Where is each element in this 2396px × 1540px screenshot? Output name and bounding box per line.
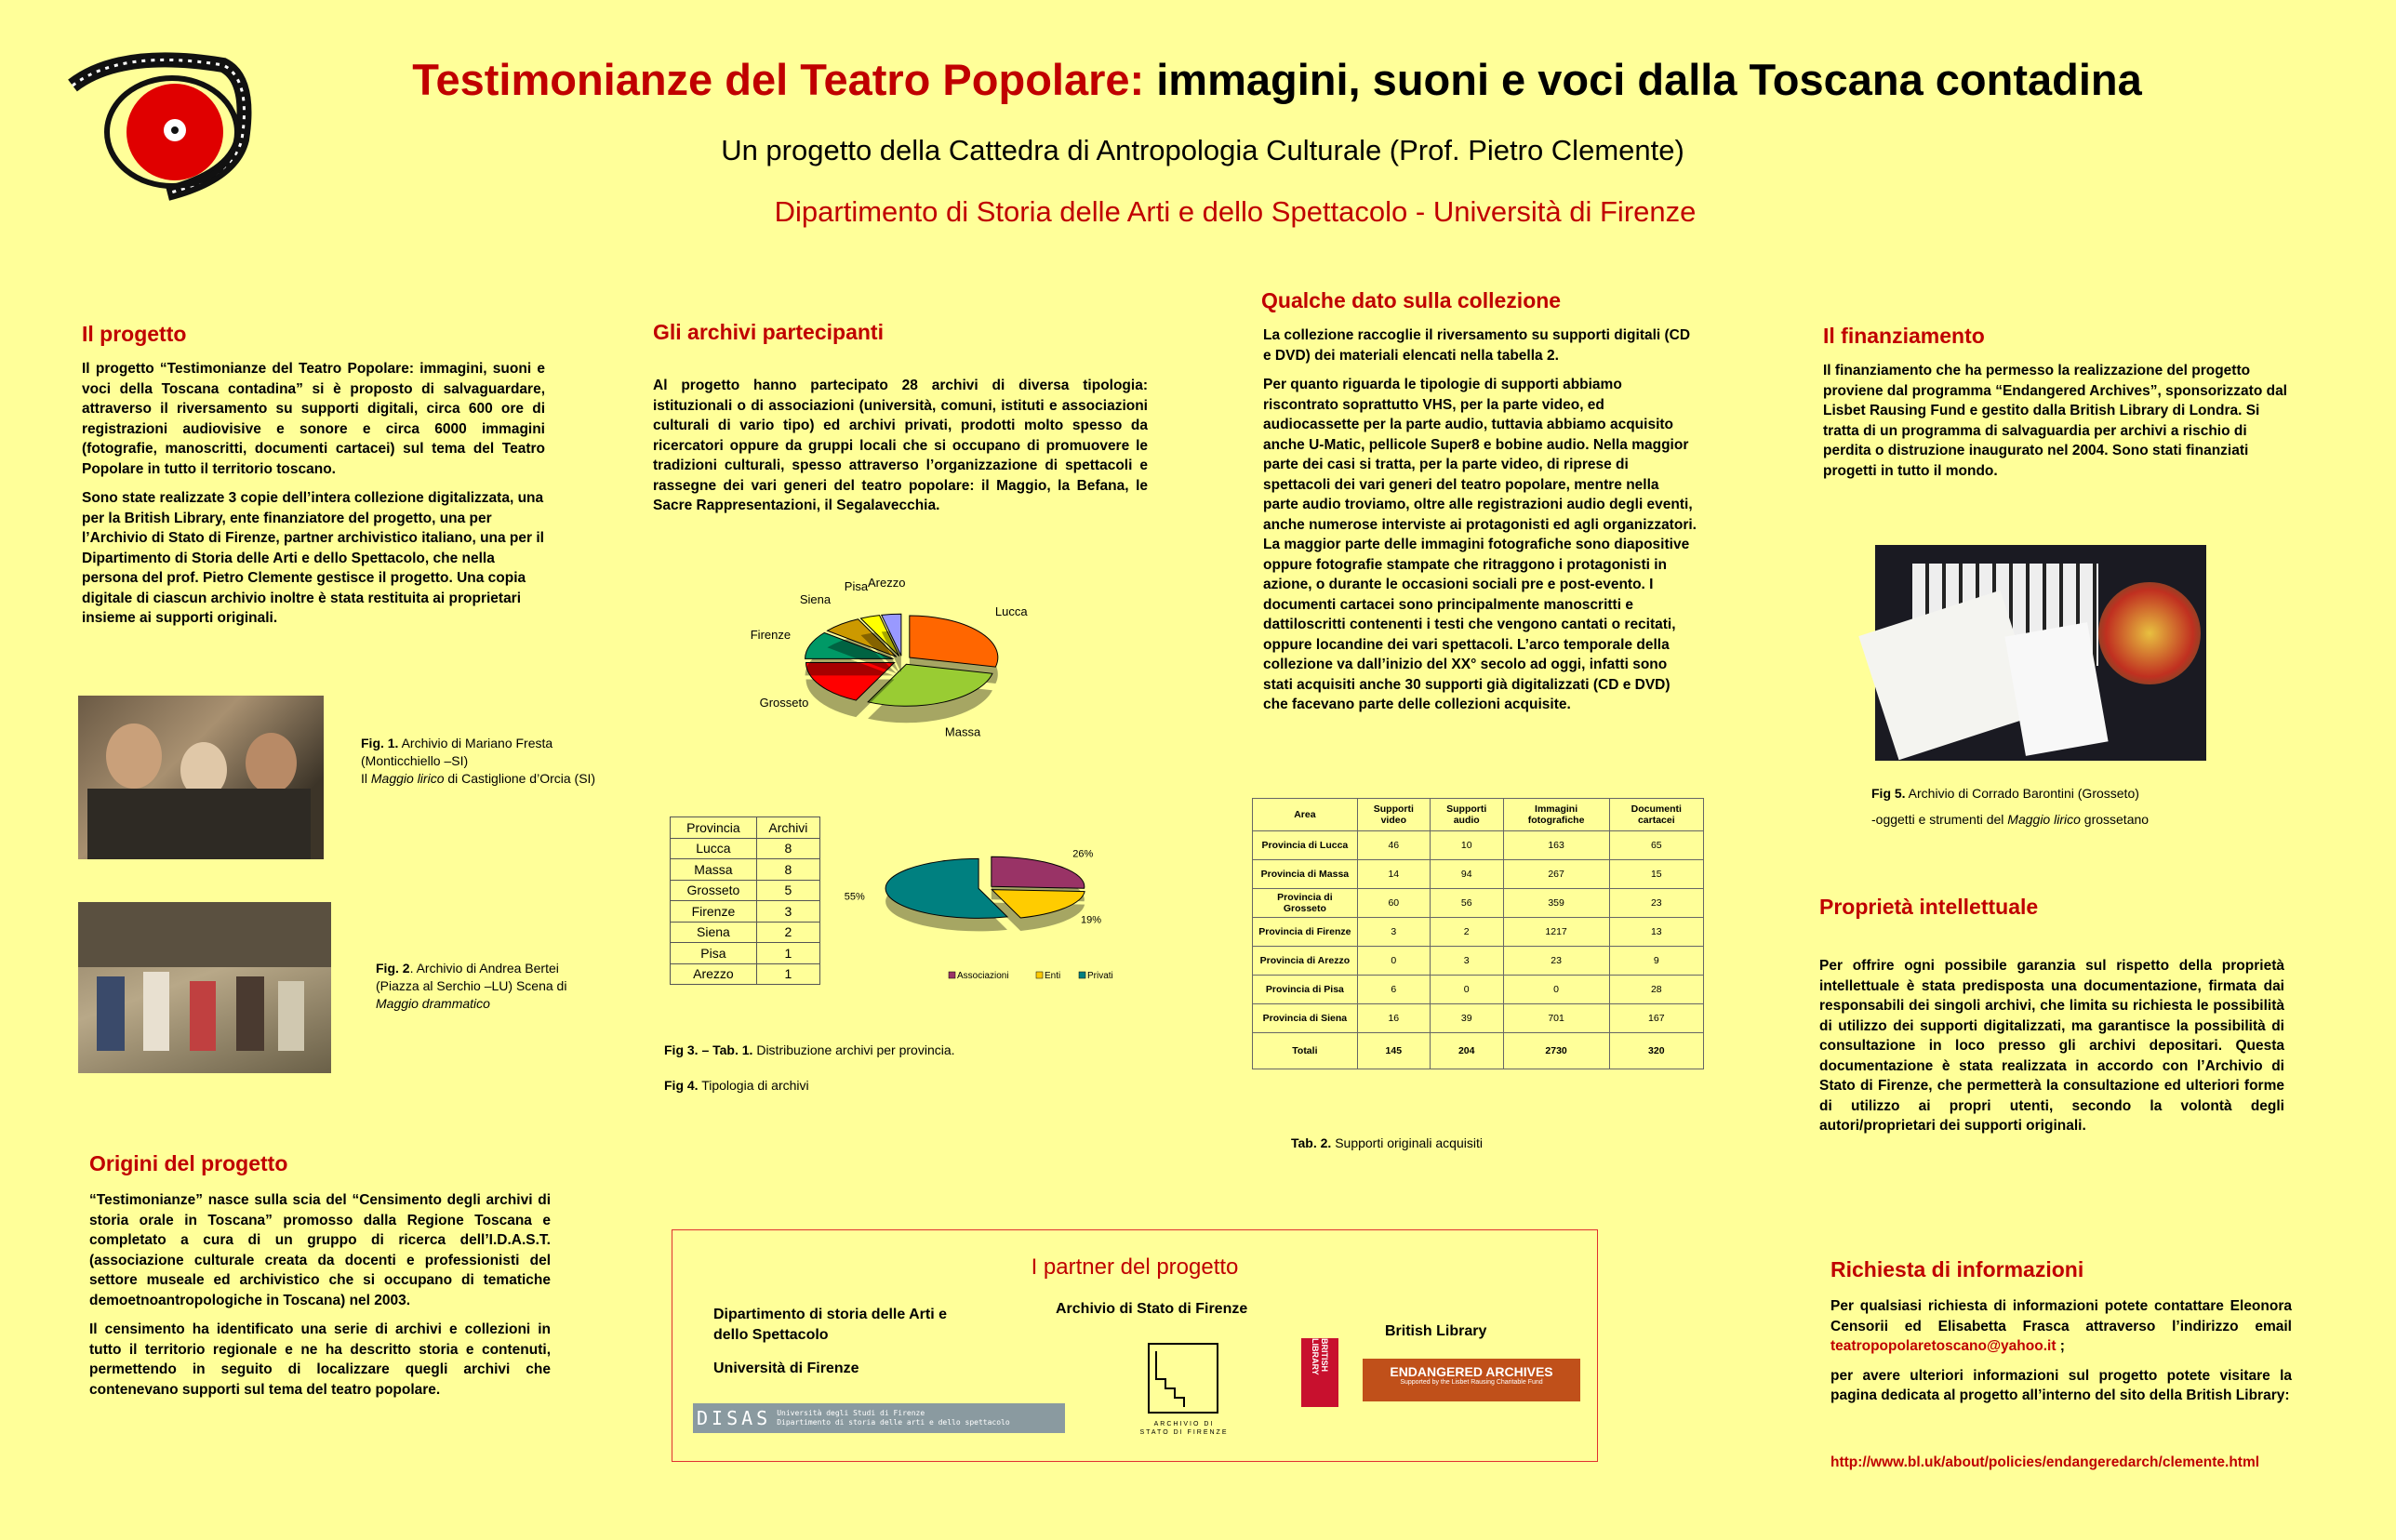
partner-archivio: Archivio di Stato di Firenze xyxy=(1056,1301,1248,1317)
pie1-label: Grosseto xyxy=(759,696,809,710)
table-cell: Firenze xyxy=(671,901,757,923)
archivi-title: Gli archivi partecipanti xyxy=(653,320,884,344)
table-row xyxy=(1253,918,1704,947)
pie1-label: Massa xyxy=(944,724,981,739)
fig5-caption-2: -oggetti e strumenti del Maggio lirico grossetano xyxy=(1871,812,2150,827)
archivi-body: Al progetto hanno partecipato 28 archivi di diversa tipologia: istituzionali o di associazioni (università, comuni, istituti e associazioni culturali di vario tipo) ed archivi privati, prodotti molto spesso da ricercatori oppure da gruppi locali che si occupano di promuovere le tradizioni culturali, spesso attraverso l’organizzazione di spettacoli e rassegne dei vari generi del teatro popolare: il Maggio, la Befana, le Sacre Rappresentazioni, il Segalavecchia. xyxy=(653,378,1148,513)
table-cell: Pisa xyxy=(671,943,757,964)
table-cell: 2730 xyxy=(1503,1033,1609,1069)
pie2-percent-label: 19% xyxy=(1080,914,1102,926)
table-cell: 16 xyxy=(1357,1004,1430,1033)
collezione-p2: Per quanto riguarda le tipologie di supporti abbiamo riscontrato soprattutto VHS, per la parte video, ed audiocassette per la parte audio, tuttavia abbiamo acquisito anche U-Matic, pellicole Super8 e bobine audio. Nella maggior parte dei casi si tratta, per la parte video, di riprese di spettacoli dei vari generi del teatro popolare, mentre nella parte audio troviamo, oltre alle registrazioni audio degli eventi, anche numerose interviste ai protagonisti ed agli organizzatori. La maggior parte delle immagini fotografiche sono diapositive oppure fotografie stampate che ritraggono i protagonisti in azione, o durante le occasioni sociali pre e post-evento. I documenti cartacei sono principalmente manoscritti e dattiloscritti contenenti i testi che vengono cantati o recitati, oppure locandine dei vari spettacoli. L’arco temporale della collezione va dall’inizio del XX° secolo ad oggi, infatti sono stati acquisiti anche 30 supporti già digitalizzati (CD e DVD) che facevano parte delle collezioni acquisite. xyxy=(1263,377,1697,712)
table-cell: 204 xyxy=(1430,1033,1503,1069)
partners-title: I partner del progetto xyxy=(1031,1255,1239,1280)
collezione-title: Qualche dato sulla collezione xyxy=(1261,288,1562,312)
origini-p1: “Testimonianze” nasce sulla scia del “Censimento degli archivi di storia orale in Toscana” promosso dalla Regione Toscana e completato a cura di un gruppo di ricerca dell’I.D.A.S.T. (associazione culturale creata da docenti e professionisti del settore museale ed archivistico che si occupano di tematiche demoetnoantropologiche in Toscana) nel 2003. xyxy=(89,1192,551,1308)
fig3-caption: Fig 3. – Tab. 1. Distribuzione archivi per provincia. xyxy=(664,1042,955,1057)
table-cell: Provincia di Lucca xyxy=(1253,831,1358,860)
table-cell: Provincia di Siena xyxy=(1253,1004,1358,1033)
table-row xyxy=(1253,1004,1704,1033)
table-cell: Provincia di Grosseto xyxy=(1253,889,1358,918)
table-cell: 15 xyxy=(1609,860,1703,889)
table-cell: 23 xyxy=(1609,889,1703,918)
table-cell: 9 xyxy=(1609,947,1703,976)
table-cell: 1217 xyxy=(1503,918,1609,947)
table-cell: Grosseto xyxy=(671,880,757,901)
table-cell: 359 xyxy=(1503,889,1609,918)
table-cell: 0 xyxy=(1503,976,1609,1004)
collezione-body xyxy=(1263,325,1697,724)
origini-title: Origini del progetto xyxy=(89,1151,288,1175)
pie-chart-provinces xyxy=(735,558,1088,772)
legend-swatch xyxy=(1079,972,1085,978)
table-header-cell: Archivi xyxy=(756,817,819,839)
table-cell: 0 xyxy=(1430,976,1503,1004)
table-header-cell: Supporti audio xyxy=(1430,799,1503,831)
fig1-caption: Fig. 1. Archivio di Mariano Fresta (Monticchiello –SI) Il Maggio lirico di Castiglione d’Orcia (SI) xyxy=(361,736,596,786)
tab2-caption: Tab. 2. Supporti originali acquisiti xyxy=(1291,1135,1483,1150)
legend-label: Associazioni xyxy=(957,971,1009,981)
table-cell: 3 xyxy=(756,901,819,923)
pie1-slice-lucca xyxy=(910,616,998,667)
table-cell: Massa xyxy=(671,859,757,881)
table-cell: Provincia di Massa xyxy=(1253,860,1358,889)
table-cell: 94 xyxy=(1430,860,1503,889)
richiesta-title: Richiesta di informazioni xyxy=(1830,1257,2084,1281)
table-cell: 8 xyxy=(756,838,819,859)
table-cell: 2 xyxy=(756,922,819,943)
origini-body xyxy=(89,1190,551,1409)
fig2-caption: Fig. 2. Archivio di Andrea Bertei (Piazza al Serchio –LU) Scena di Maggio drammatico xyxy=(376,961,567,1011)
table-cell: 28 xyxy=(1609,976,1703,1004)
table-cell: 267 xyxy=(1503,860,1609,889)
richiesta-body: Per qualsiasi richiesta di informazioni potete contattare Eleonora Censorii ed Elisabetta Frasca attraverso l’indirizzo email teatropopolaretoscano@yahoo.it ; per avere ulteriori informazioni sul progetto potete visitare la pagina dedicata al progetto all’interno del sito della British Library: xyxy=(1830,1298,2292,1403)
table-row xyxy=(671,922,820,943)
table-cell: Lucca xyxy=(671,838,757,859)
table-cell: 8 xyxy=(756,859,819,881)
table-row xyxy=(1253,1033,1704,1069)
table-cell: Totali xyxy=(1253,1033,1358,1069)
table-cell: 39 xyxy=(1430,1004,1503,1033)
table-cell: 13 xyxy=(1609,918,1703,947)
pie2-percent-label: 26% xyxy=(1072,848,1094,860)
archivio-logo-text: ARCHIVIO DI STATO DI FIRENZE xyxy=(1139,1421,1229,1436)
table-cell: 14 xyxy=(1357,860,1430,889)
table-cell: 145 xyxy=(1357,1033,1430,1069)
collezione-p1: La collezione raccoglie il riversamento su supporti digitali (CD e DVD) dei materiali elencati nella tabella 2. xyxy=(1263,327,1691,364)
table-header-row xyxy=(671,817,820,839)
table-cell: 1 xyxy=(756,963,819,985)
fig5-caption: Fig 5. Archivio di Corrado Barontini (Grosseto) xyxy=(1871,786,2139,801)
progetto-title: Il progetto xyxy=(82,322,187,346)
disas-logo: DISAS Università degli Studi di Firenze Dipartimento di storia delle arti e dello spettacolo xyxy=(693,1403,1065,1433)
pie1-label: Firenze xyxy=(750,628,792,643)
pie1-label: Pisa xyxy=(844,579,869,594)
proprieta-body: Per offrire ogni possibile garanzia sul rispetto della proprietà intellettuale è stata predisposta una documentazione, firmata dai responsabili dei singoli archivi, che limita su richiesta le possibilità di utilizzo dei supporti digitalizzati, ma garantisce la possibilità di consultazione in loco presso gli archivi depositari. Questa documentazione è stata realizzata in accordo con l’Archivio di Stato di Firenze, che permetterà la consultazione ed ulteriori forme di utilizzo ai propri utenti, secondo la volontà degli autori/proprietari dei supporti originali. xyxy=(1819,958,2284,1134)
table-cell: Provincia di Firenze xyxy=(1253,918,1358,947)
archivio-logo-icon xyxy=(1147,1342,1221,1416)
table-row xyxy=(1253,860,1704,889)
table-cell: 60 xyxy=(1357,889,1430,918)
table-row xyxy=(1253,831,1704,860)
table-cell: 1 xyxy=(756,943,819,964)
table-cell: 0 xyxy=(1357,947,1430,976)
pie-chart-types xyxy=(844,828,1153,995)
proprieta-title: Proprietà intellettuale xyxy=(1819,895,2039,919)
progetto-p2: Sono state realizzate 3 copie dell’intera collezione digitalizzata, una per la British Library, ente finanziatore del progetto, una per l’Archivio di Stato di Firenze, partner archivistico italiano, una per il Dipartimento di Storia delle Arti e dello Spettacolo, che nella persona del prof. Pietro Clemente gestisce il progetto. Una copia digitale di ciascun archivio inoltre è stata restituita ai proprietari insieme ai supporti originali. xyxy=(82,490,544,626)
table-row xyxy=(671,880,820,901)
bl-logo: BRITISH LIBRARY xyxy=(1301,1338,1338,1407)
legend-swatch xyxy=(1036,972,1043,978)
partner-dept: Dipartimento di storia delle Arti e dello Spettacolo Università di Firenze xyxy=(713,1307,948,1376)
table-cell: 5 xyxy=(756,880,819,901)
ea-logo: ENDANGERED ARCHIVES Supported by the Lisbet Rausing Charitable Fund xyxy=(1363,1359,1580,1401)
table-supports xyxy=(1252,798,1704,1069)
table-row xyxy=(671,859,820,881)
pie2-slice-associazioni xyxy=(992,856,1085,888)
title-red: Testimonianze del Teatro Popolare: xyxy=(412,55,1145,104)
table-row xyxy=(1253,947,1704,976)
table-cell: Provincia di Arezzo xyxy=(1253,947,1358,976)
table-cell: 3 xyxy=(1357,918,1430,947)
table-cell: 56 xyxy=(1430,889,1503,918)
table-header-cell: Documenti cartacei xyxy=(1609,799,1703,831)
table-header-cell: Supporti video xyxy=(1357,799,1430,831)
photo-fig1 xyxy=(78,696,324,859)
table-row xyxy=(671,838,820,859)
table-header-cell: Immagini fotografiche xyxy=(1503,799,1609,831)
table-cell: Provincia di Pisa xyxy=(1253,976,1358,1004)
table-row xyxy=(1253,889,1704,918)
legend-swatch xyxy=(949,972,955,978)
table-header-row xyxy=(1253,799,1704,831)
table-cell: 6 xyxy=(1357,976,1430,1004)
table-cell: Siena xyxy=(671,922,757,943)
partners-box xyxy=(672,1229,1598,1462)
table-cell: 23 xyxy=(1503,947,1609,976)
poster-subtitle: Un progetto della Cattedra di Antropologia Culturale (Prof. Pietro Clemente) xyxy=(721,134,1684,166)
progetto-p1: Il progetto “Testimonianze del Teatro Popolare: immagini, suoni e voci della Toscana contadina” si è proposto di salvaguardare, attraverso il riversamento su supporti digitali, circa 600 ore di registrazioni audiovisive e sonore e circa 6000 immagini (fotografie, manoscritti, documenti cartacei) sul tema del Teatro Popolare in tutto il territorio toscano. xyxy=(82,361,545,477)
table-cell: 167 xyxy=(1609,1004,1703,1033)
photo-fig2 xyxy=(78,902,331,1073)
finanziamento-body: Il finanziamento che ha permesso la realizzazione del progetto proviene dal programma “Endangered Archives”, sponsorizzato dal Lisbet Rausing Fund e gestito dalla British Library di Londra. Si tratta di un programma di salvaguardia per archivi a rischio di perdita o distruzione inaugurato nel 2004. Sono stati finanziati progetti in tutto il mondo. xyxy=(1823,363,2287,479)
pie1-label: Arezzo xyxy=(867,575,906,590)
photo-fig5 xyxy=(1875,545,2206,761)
fig4-caption: Fig 4. Tipologia di archivi xyxy=(664,1078,809,1093)
table-cell: 3 xyxy=(1430,947,1503,976)
table-row xyxy=(671,901,820,923)
table-row xyxy=(671,943,820,964)
poster-department: Dipartimento di Storia delle Arti e dello Spettacolo - Università di Firenze xyxy=(774,195,1697,228)
poster-title xyxy=(0,54,2396,105)
pie1-label: Lucca xyxy=(994,604,1028,619)
finanziamento-title: Il finanziamento xyxy=(1823,324,1985,348)
email-link[interactable]: teatropopolaretoscano@yahoo.it xyxy=(1830,1338,2057,1354)
table-cell: Arezzo xyxy=(671,963,757,985)
table-provinces xyxy=(670,816,820,985)
pie2-percent-label: 55% xyxy=(844,891,865,903)
legend-label: Enti xyxy=(1045,971,1061,981)
origini-p2: Il censimento ha identificato una serie di archivi e collezioni in tutto il territorio regionale e ne ha descritto storia e contenuti, permettendo in seguito di localizzare quegli archivi che contenevano supporti sul tema del teatro popolare. xyxy=(89,1321,551,1398)
table-row xyxy=(671,963,820,985)
bl-url-link[interactable]: http://www.bl.uk/about/policies/endangeredarch/clemente.html xyxy=(1830,1454,2260,1470)
table-cell: 46 xyxy=(1357,831,1430,860)
table-cell: 2 xyxy=(1430,918,1503,947)
partner-bl: British Library xyxy=(1385,1323,1487,1339)
table-cell: 163 xyxy=(1503,831,1609,860)
title-black: immagini, suoni e voci dalla Toscana contadina xyxy=(1144,55,2142,104)
table-row xyxy=(1253,976,1704,1004)
table-cell: 10 xyxy=(1430,831,1503,860)
table-cell: 701 xyxy=(1503,1004,1609,1033)
pie1-label: Siena xyxy=(799,591,832,606)
table-cell: 320 xyxy=(1609,1033,1703,1069)
table-cell: 65 xyxy=(1609,831,1703,860)
progetto-body xyxy=(82,359,545,638)
table-header-cell: Area xyxy=(1253,799,1358,831)
table-header-cell: Provincia xyxy=(671,817,757,839)
legend-label: Privati xyxy=(1087,971,1113,981)
